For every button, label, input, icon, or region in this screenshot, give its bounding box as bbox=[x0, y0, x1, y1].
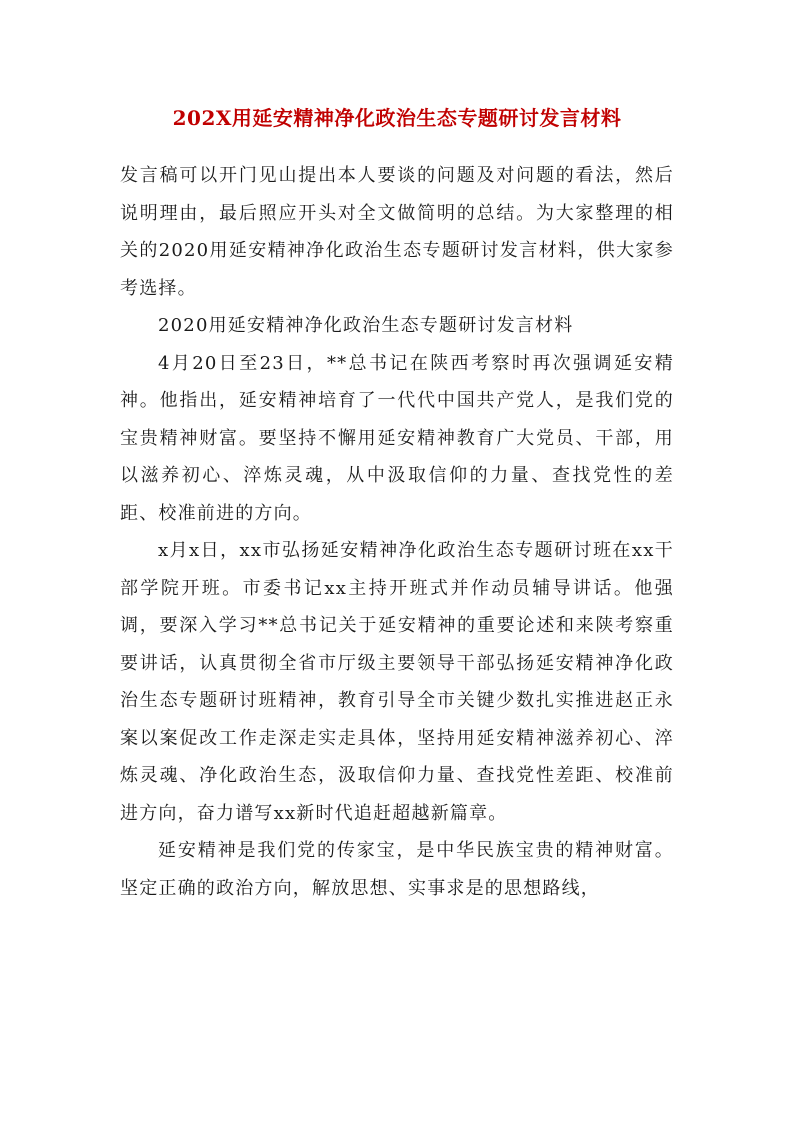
document-body bbox=[120, 157, 674, 907]
section-heading: 2020用延安精神净化政治生态专题研讨发言材料 bbox=[158, 315, 574, 336]
body-paragraph: 4月20日至23日，**总书记在陕西考察时再次强调延安精神。他指出，延安精神培育了一代代中国共产党人，是我们党的宝贵精神财富。要坚持不懈用延安精神教育广大党员、干部，用以滋养初心、淬炼灵魂，从中汲取信仰的力量、查找党性的差距、校准前进的方向。 bbox=[120, 352, 674, 524]
body-paragraph: 延安精神是我们党的传家宝，是中华民族宝贵的精神财富。坚定正确的政治方向，解放思想、实事求是的思想路线， bbox=[120, 840, 674, 899]
body-paragraph: x月x日，xx市弘扬延安精神净化政治生态专题研讨班在xx干部学院开班。市委书记xx主持开班式并作动员辅导讲话。他强调，要深入学习**总书记关于延安精神的重要论述和来陕考察重要讲话，认真贯彻全省市厅级主要领导干部弘扬延安精神净化政治生态专题研讨班精神，教育引导全市关键少数扎实推进赵正永案以案促改工作走深走实走具体，坚持用延安精神滋养初心、淬炼灵魂、净化政治生态，汲取信仰力量、查找党性差距、校准前进方向，奋力谱写xx新时代追赶超越新篇章。 bbox=[120, 540, 674, 824]
document-title: 202X用延安精神净化政治生态专题研讨发言材料 bbox=[172, 106, 622, 130]
intro-paragraph: 发言稿可以开门见山提出本人要谈的问题及对问题的看法，然后说明理由，最后照应开头对全文做简明的总结。为大家整理的相关的2020用延安精神净化政治生态专题研讨发言材料，供大家参考选择。 bbox=[120, 165, 674, 299]
